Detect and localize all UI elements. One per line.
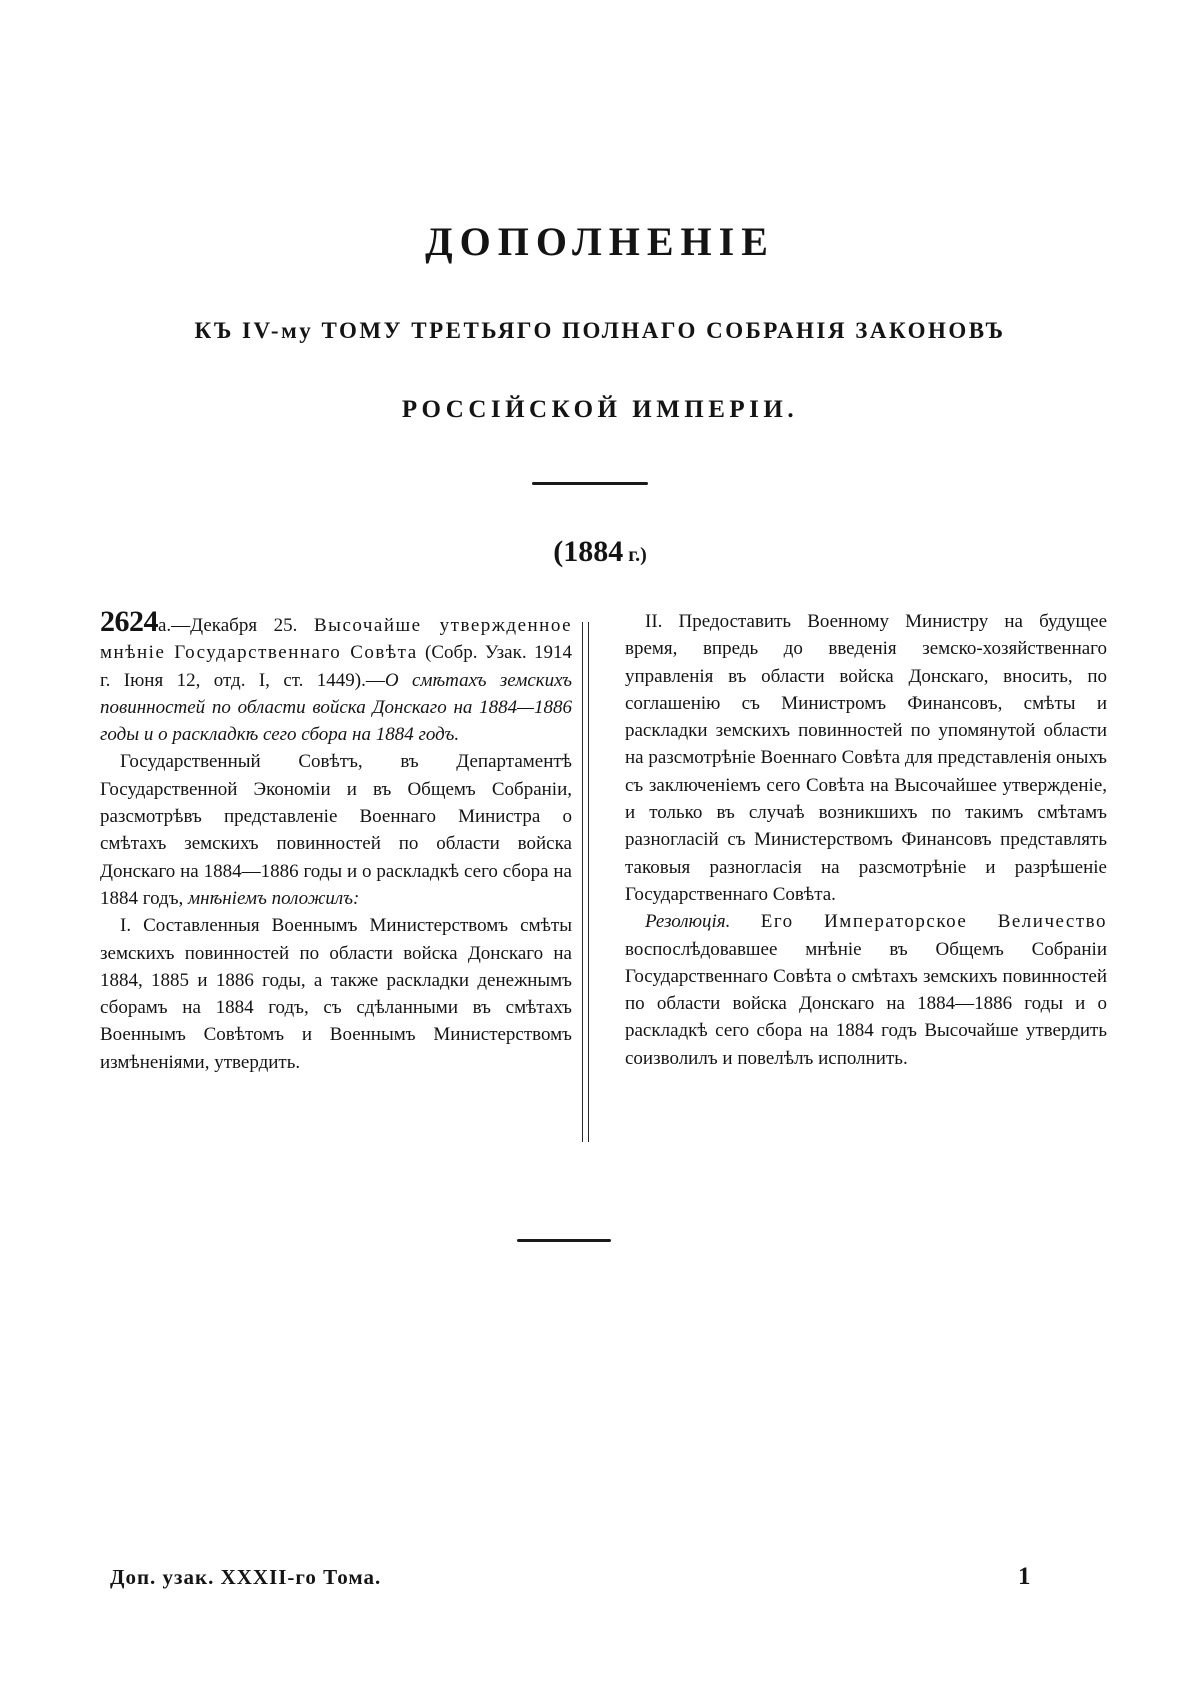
council-opinion-italic: мнѣніемъ положилъ:: [188, 887, 360, 909]
entry-heading-paragraph: [100, 605, 572, 748]
resolution-spaced: Его Императорское Величество: [730, 911, 1107, 933]
page-title: ДОПОЛНЕНІЕ: [425, 219, 775, 264]
bottom-divider-rule: [517, 1239, 611, 1242]
top-divider-rule: [532, 482, 648, 485]
page-subtitle: КЪ IV-му ТОМУ ТРЕТЬЯГО ПОЛНАГО СОБРАНІЯ ЗАКОНОВЪ: [194, 318, 1006, 343]
entry-citation: (Собр. Узак. 1914 г. Іюня 12, отд. I, ст. 1449).—: [100, 642, 572, 691]
resolution-label: Резолюція.: [645, 911, 731, 933]
article-two-paragraph: II. Предоставить Военному Министру на будущее время, впредь до введенія земско-хозяйственнаго управленія въ области войска Донскаго, вносить, по соглашенію съ Министромъ Финансовъ, смѣты и раскладки земскихъ повинностей по упомянутой области на разсмотрѣніе Военнаго Совѣта для представленія оныхъ съ заключеніемъ сего Совѣта на Высочайшее утвержденіе, и только въ случаѣ возникшихъ по такимъ смѣтамъ разногласій съ Министерствомъ Финансовъ представлять таковыя разногласія на разсмотрѣніе и разрѣшеніе Государственнаго Совѣта.: [625, 611, 1107, 905]
council-opinion-text: Государственный Совѣтъ, въ Департаментѣ Государственной Экономіи и въ Общемъ Собраніи, разсмотрѣвъ представленіе Военнаго Министра о смѣтахъ земскихъ повинностей по области войска Донскаго на 1884—1886 годы и о раскладкѣ сего сбора на 1884 годъ,: [100, 751, 572, 909]
council-opinion-paragraph: [100, 748, 572, 912]
column-divider: [582, 622, 589, 1142]
page-subtitle-second-line: РОССІЙСКОЙ ИМПЕРІИ.: [401, 396, 799, 423]
entry-number: 2624: [100, 605, 158, 638]
resolution-text: воспослѣдовавшее мнѣніе въ Общемъ Собраніи Государственнаго Совѣта о смѣтахъ земскихъ повинностей по области войска Донскаго на 1884—1886 годы и о раскладкѣ сего сбора на 1884 годъ Высочайше утвердить соизволилъ и повелѣлъ исполнить.: [625, 938, 1107, 1069]
entry-heading: а.—Декабря 25.: [158, 615, 314, 636]
left-column: [100, 605, 572, 1076]
year-suffix: г.): [623, 544, 647, 566]
page-number: 1: [1018, 1563, 1031, 1590]
right-column: [625, 608, 1107, 1072]
article-one-paragraph: I. Составленныя Военнымъ Министерствомъ смѣты земскихъ повинностей по области войска Донскаго на 1884, 1885 и 1886 годы, а также раскладки денежнымъ сборамъ на 1884 годъ, съ сдѣланными въ смѣтахъ Военнымъ Совѣтомъ и Военнымъ Министерствомъ измѣненіями, утвердить.: [100, 915, 572, 1073]
entry-subject: О смѣтахъ земскихъ повинностей по области войска Донскаго на 1884—1886 годы и о раскладкѣ сего сбора на 1884 годъ.: [100, 669, 572, 746]
year-number: (1884: [553, 535, 624, 568]
entry-heading-spaced: Высочайше утвержденное мнѣніе Государственнаго Совѣта: [100, 615, 572, 664]
year-heading: [0, 535, 1200, 569]
resolution-paragraph: [625, 908, 1107, 1072]
footer-volume-label: Доп. узак. XXXII-го Тома.: [110, 1565, 382, 1589]
